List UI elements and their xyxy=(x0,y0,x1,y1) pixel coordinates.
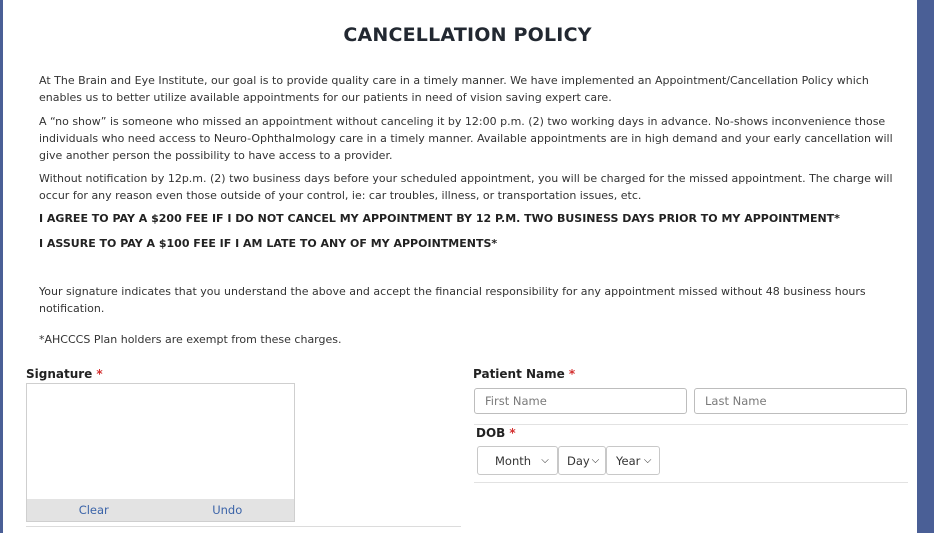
chevron-down-icon: ⌵ xyxy=(591,455,600,466)
dob-day-select[interactable] xyxy=(558,446,606,475)
chevron-down-icon: ⌵ xyxy=(643,455,652,466)
required-marker: * xyxy=(568,367,576,381)
divider xyxy=(474,424,908,425)
patient-name-label-text: Patient Name xyxy=(473,367,565,381)
signature-label xyxy=(26,367,103,381)
dob-day-value: Day xyxy=(567,453,590,468)
signature-label-text: Signature xyxy=(26,367,93,381)
form-page xyxy=(3,0,917,533)
dob-month-select[interactable] xyxy=(477,446,558,475)
policy-intro-paragraph: At The Brain and Eye Institute, our goal is to provide quality care in a timely manner. We have implemented an Appointment/Cancellation Policy which enables us to better utilize available appointments for our patients in need of vision saving expert care. xyxy=(39,74,869,104)
required-marker: * xyxy=(509,426,516,440)
notification-paragraph: Without notification by 12p.m. (2) two business days before your scheduled appointment, you will be charged for the missed appointment. The charge will occur for any reason even those outside of your control, ie: car troubles, illness, or transportation issues, etc. xyxy=(39,172,893,202)
signature-toolbar xyxy=(27,499,294,521)
last-name-input[interactable] xyxy=(694,388,907,414)
dob-year-select[interactable] xyxy=(606,446,660,475)
chevron-down-icon: ⌵ xyxy=(541,455,549,466)
signature-acknowledgement: Your signature indicates that you understand the above and accept the financial responsibility for any appointment missed without 48 business hours notification. xyxy=(39,285,866,315)
signature-pad[interactable] xyxy=(26,383,295,522)
divider xyxy=(474,482,908,483)
dob-year-value: Year xyxy=(616,453,641,468)
divider xyxy=(26,526,461,527)
first-name-input[interactable] xyxy=(474,388,687,414)
signature-undo-button[interactable]: Undo xyxy=(212,503,243,517)
late-fee-statement: I ASSURE TO PAY A $100 FEE IF I AM LATE TO ANY OF MY APPOINTMENTS* xyxy=(39,237,498,250)
patient-name-label xyxy=(473,367,575,381)
no-show-paragraph: A “no show” is someone who missed an appointment without canceling it by 12:00 p.m. (2) two working days in advance. No-shows inconvenience those individuals who need access to Neuro-Ophthalmology care in a timely manner. Available appointments are in high demand and your early cancellation will give another person the possibility to have access to a provider. xyxy=(39,115,893,162)
ahcccs-exemption-note: *AHCCCS Plan holders are exempt from these charges. xyxy=(39,333,342,346)
dob-label xyxy=(476,426,516,440)
dob-label-text: DOB xyxy=(476,426,506,440)
agree-fee-statement: I AGREE TO PAY A $200 FEE IF I DO NOT CANCEL MY APPOINTMENT BY 12 P.M. TWO BUSINESS DAYS PRIOR TO MY APPOINTMENT* xyxy=(39,212,840,225)
signature-clear-button[interactable]: Clear xyxy=(78,503,109,517)
dob-month-value: Month xyxy=(495,453,532,468)
required-marker: * xyxy=(96,367,103,381)
page-title: CANCELLATION POLICY xyxy=(343,24,592,46)
